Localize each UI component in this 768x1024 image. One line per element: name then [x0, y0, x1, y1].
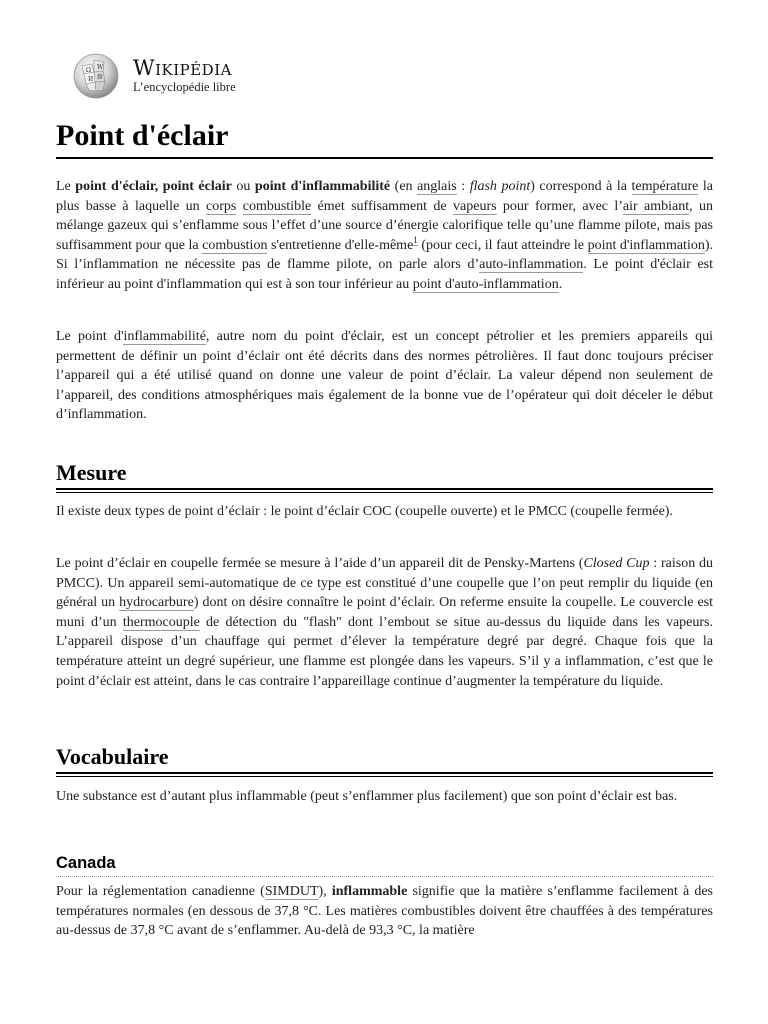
svg-text:W: W — [97, 64, 104, 71]
mesure-paragraph-1: Il existe deux types de point d’éclair : le point d’éclair COC (coupelle ouverte) et le PMCC (coupelle fermée). — [56, 504, 673, 519]
link-auto-inflammation[interactable]: auto-inflammation — [479, 257, 584, 273]
link-point-auto-inflammation[interactable]: point d'auto-inflammation — [412, 276, 559, 292]
canada-paragraph: Pour la réglementation canadienne (SIMDUT), inflammable signifie que la matière s’enflamme facilement à des températures normales (en dessous de 37,8 °C. Les matières combustibles doivent être chauffées à des températures au-dessus de 37,8 °C avant de s’enflammer. Au-delà de 93,3 °C, la matière — [56, 884, 713, 939]
svg-text:И: И — [88, 76, 94, 83]
svg-text:Ω: Ω — [86, 67, 91, 74]
site-wordmark[interactable]: Wikipédia — [133, 56, 232, 80]
link-corps[interactable]: corps — [206, 198, 237, 214]
link-point-inflammation[interactable]: point d'inflammation — [587, 237, 705, 253]
link-temperature[interactable]: température — [631, 179, 699, 194]
section-divider-vocabulaire — [56, 772, 713, 777]
inflammabilite-paragraph: Le point d'inflammabilité, autre nom du point d'éclair, est un concept pétrolier et les premiers appareils qui permettent de définir un point d’éclair ont été décrits dans des normes pétrolières. Il faut donc toujours préciser l’appareil qui a été utilisé quand on donne une valeur de point d’éclair. La valeur dépend non seulement de l’appareil, des conditions atmosphériques mais également de la bonne vue de l’opérateur qui doit déceler le début d’inflammation. — [56, 329, 713, 423]
link-combustion[interactable]: combustion — [202, 237, 268, 253]
page-title: Point d'éclair — [56, 119, 229, 152]
section-heading-vocabulaire: Vocabulaire — [56, 744, 169, 769]
intro-paragraph: Le point d'éclair, point éclair ou point d'inflammabilité (en anglais : flash point) correspond à la température la plus basse à laquelle un corps combustible émet suffisamment de vapeurs pour former, avec l’air ambiant, un mélange gazeux qui s’enflamme sous l’effet d’une source d’énergie calorifique telle qu’une flamme pilote, mais pas suffisamment pour que la combustion s'entretienne d'elle-même$^1$ (pour ceci, il faut atteindre le point d'inflammation). Si l’inflammation ne nécessite pas de flamme pilote, on parle alors d’auto-inflammation. Le point d'éclair est inférieur au point d'inflammation qui est à son tour inférieur au point d'auto-inflammation. — [56, 179, 714, 292]
link-vapeurs[interactable]: vapeurs — [453, 198, 497, 214]
mesure-paragraph-2: Le point d’éclair en coupelle fermée se mesure à l’aide d’un appareil dit de Pensky-Martens (Closed Cup : raison du PMCC). Un appareil semi-automatique de ce type est constitué d’une coupelle que l’on peut remplir du liquide (en général un hydrocarbure) dont on désire connaître le point d’éclair. On referme ensuite la coupelle. Le couvercle est muni d’un thermocouple de détection du "flash" dont l’embout se situe au-dessus du liquide dans les vapeurs. L’appareil dispose d’un chauffage qui permet d’élever la température degré par degré. Chaque fois que la température atteint un degré supérieur, une flamme est plongée dans les vapeurs. S’il y a inflammation, c’est que le point d’éclair est atteint, dans le cas contraire l’appareillage continue d’augmenter la température du liquide. — [56, 556, 714, 689]
link-air-ambiant[interactable]: air ambiant — [622, 198, 690, 214]
link-simdut[interactable]: SIMDUT — [264, 884, 319, 899]
link-combustible[interactable]: combustible — [242, 198, 312, 214]
link-inflammabilite[interactable]: inflammabilité — [123, 329, 206, 344]
reference-1[interactable]: 1 — [413, 235, 418, 246]
link-thermocouple[interactable]: thermocouple — [122, 614, 200, 630]
subsection-divider-canada — [56, 876, 713, 877]
site-tagline: L’encyclopédie libre — [133, 80, 236, 94]
svg-text:維: 維 — [97, 74, 104, 81]
vocabulaire-paragraph: Une substance est d’autant plus inflammable (peut s’enflammer plus facilement) que son point d’éclair est bas. — [56, 789, 678, 804]
subsection-heading-canada: Canada — [56, 854, 116, 872]
link-hydrocarbure[interactable]: hydrocarbure — [119, 595, 194, 611]
link-anglais[interactable]: anglais — [417, 179, 457, 194]
wikipedia-globe-logo[interactable] — [72, 52, 120, 100]
title-divider — [56, 157, 713, 159]
section-heading-mesure: Mesure — [56, 460, 127, 485]
site-header — [72, 50, 332, 102]
section-divider-mesure — [56, 488, 713, 493]
